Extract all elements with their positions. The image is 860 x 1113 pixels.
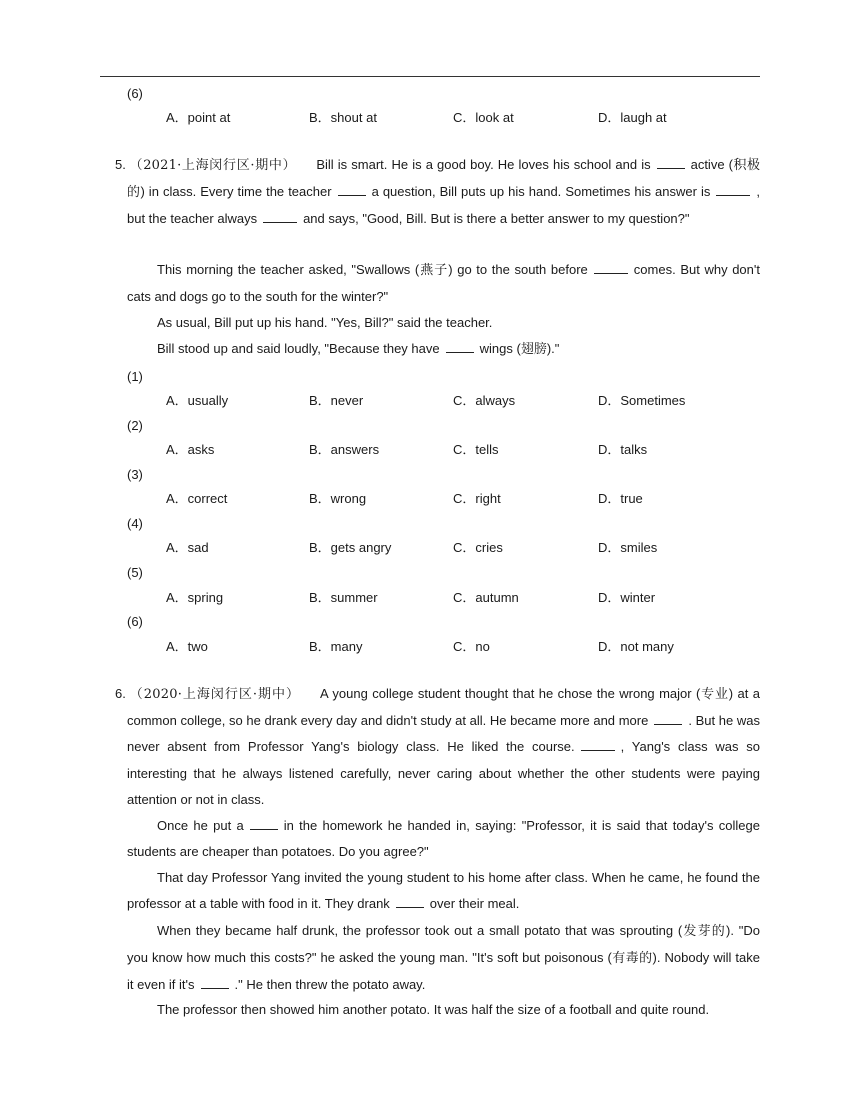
passage-text: . But he was never absent from Professor Yang's biology class. He liked the course.	[127, 713, 761, 755]
blank-5[interactable]	[594, 262, 628, 274]
blank-4[interactable]	[263, 211, 297, 223]
blank-1[interactable]	[657, 157, 685, 169]
question-6-paragraph-3	[127, 865, 760, 917]
option-b[interactable]: B．never	[309, 393, 364, 408]
passage-text: active (	[690, 157, 733, 172]
option-d[interactable]: D．Sometimes	[598, 393, 686, 408]
question-5-paragraph-2	[127, 257, 760, 310]
header-rule	[100, 76, 760, 77]
blank-5[interactable]	[201, 977, 229, 989]
chinese-gloss: 有毒的	[611, 951, 653, 967]
option-c[interactable]: C．right	[453, 491, 501, 506]
passage-text: Bill is smart. He is a good boy. He loves his school and is	[316, 157, 651, 172]
question-6-paragraph-2	[127, 813, 760, 865]
option-c[interactable]: C．cries	[453, 540, 503, 555]
option-a[interactable]: A．spring	[166, 590, 224, 605]
question-source: （2020·上海闵行区·期中）	[129, 687, 301, 702]
blank-3[interactable]	[716, 184, 750, 196]
option-b[interactable]: B．shout at	[309, 110, 377, 125]
option-a[interactable]: A．two	[166, 639, 208, 654]
passage-text: This morning the teacher asked, "Swallows (	[157, 262, 420, 277]
option-b[interactable]: B．gets angry	[309, 540, 392, 555]
passage-text: That day Professor Yang invited the young student to his home after class. When he came, he found the professor at a table with food in it. They drank	[127, 870, 760, 912]
question-number: 5.	[115, 157, 126, 172]
question-6-paragraph-5: The professor then showed him another potato. It was half the size of a football and quite round.	[157, 1002, 710, 1017]
option-a[interactable]: A．correct	[166, 491, 228, 506]
blank-4[interactable]	[396, 896, 424, 908]
passage-text: a question, Bill puts up his hand. Sometimes his answer is	[371, 184, 711, 200]
option-b[interactable]: B．summer	[309, 590, 378, 605]
question-5-paragraph-3: As usual, Bill put up his hand. "Yes, Bill?" said the teacher.	[157, 315, 493, 330]
option-c[interactable]: C．look at	[453, 110, 514, 125]
question-5-paragraph-4	[127, 336, 760, 363]
option-b[interactable]: B．many	[309, 639, 363, 654]
option-d[interactable]: D．smiles	[598, 540, 658, 555]
option-d[interactable]: D．laugh at	[598, 110, 667, 125]
question-5-passage	[115, 152, 760, 233]
passage-text: ." He then threw the potato away.	[234, 977, 426, 993]
passage-text: , but the teacher always	[127, 184, 760, 227]
passage-text: ). Nobody will take it even if it's	[127, 950, 760, 993]
passage-text: in the homework he handed in, saying: "Professor, it is said that today's college students are cheaper than potatoes. Do you agree?"	[127, 818, 760, 860]
option-b[interactable]: B．wrong	[309, 491, 367, 506]
blank-2[interactable]	[338, 184, 366, 196]
blank-2[interactable]	[581, 739, 615, 751]
option-c[interactable]: C．autumn	[453, 590, 519, 605]
blank-1[interactable]	[654, 713, 682, 725]
passage-text: ) at a common college, so he drank every day and didn't study at all. He became more and more	[127, 686, 760, 729]
passage-text: ). "Do you know how much this costs?" he asked the young man. "It's soft but poisonous (	[127, 923, 760, 966]
blank-3[interactable]	[250, 818, 278, 830]
passage-text: ) go to the south before	[448, 262, 588, 277]
passage-text: comes. But why don't cats and dogs go to the south for the winter?"	[127, 262, 760, 305]
passage-text: over their meal.	[429, 896, 520, 912]
question-6-paragraph-4	[127, 918, 760, 999]
option-d[interactable]: D．winter	[598, 590, 656, 605]
option-d[interactable]: D．true	[598, 491, 643, 506]
passage-text: A young college student thought that he chose the wrong major (	[320, 686, 701, 701]
chinese-gloss: 发芽的	[682, 924, 726, 939]
passage-text: ) in class. Every time the teacher	[140, 184, 332, 200]
item-number: (2)	[127, 418, 143, 433]
passage-text: Once he put a	[157, 818, 244, 833]
question-source: （2021·上海闵行区·期中）	[129, 158, 297, 173]
passage-text: and says, "Good, Bill. But is there a better answer to my question?"	[303, 211, 690, 227]
option-c[interactable]: C．no	[453, 639, 490, 654]
blank-6[interactable]	[446, 341, 474, 353]
item-number: (3)	[127, 467, 143, 482]
option-c[interactable]: C．tells	[453, 442, 499, 457]
option-a[interactable]: A．point at	[166, 110, 231, 125]
option-a[interactable]: A．sad	[166, 540, 209, 555]
item-number: (1)	[127, 369, 143, 384]
option-a[interactable]: A．usually	[166, 393, 229, 408]
option-a[interactable]: A．asks	[166, 442, 215, 457]
option-d[interactable]: D．talks	[598, 442, 648, 457]
passage-text: wings (	[479, 341, 521, 356]
passage-text: When they became half drunk, the professor took out a small potato that was sprouting (	[157, 923, 683, 938]
item-number: (6)	[127, 86, 143, 101]
option-d[interactable]: D．not many	[598, 639, 674, 654]
item-number: (6)	[127, 614, 143, 629]
question-6-passage	[115, 681, 760, 813]
question-number: 6.	[115, 686, 126, 701]
passage-text: Bill stood up and said loudly, "Because they have	[157, 341, 440, 356]
passage-text: , Yang's class was so interesting that he always listened carefully, never caring about whether the other students were paying attention or not in class.	[127, 739, 760, 807]
chinese-gloss: 积极的	[127, 158, 760, 201]
chinese-gloss: 专业	[700, 687, 729, 702]
option-c[interactable]: C．always	[453, 393, 516, 408]
option-b[interactable]: B．answers	[309, 442, 380, 457]
chinese-gloss: 燕子	[419, 263, 449, 278]
passage-text: )."	[546, 341, 560, 356]
item-number: (4)	[127, 516, 143, 531]
chinese-gloss: 翅膀	[520, 342, 547, 357]
item-number: (5)	[127, 565, 143, 580]
